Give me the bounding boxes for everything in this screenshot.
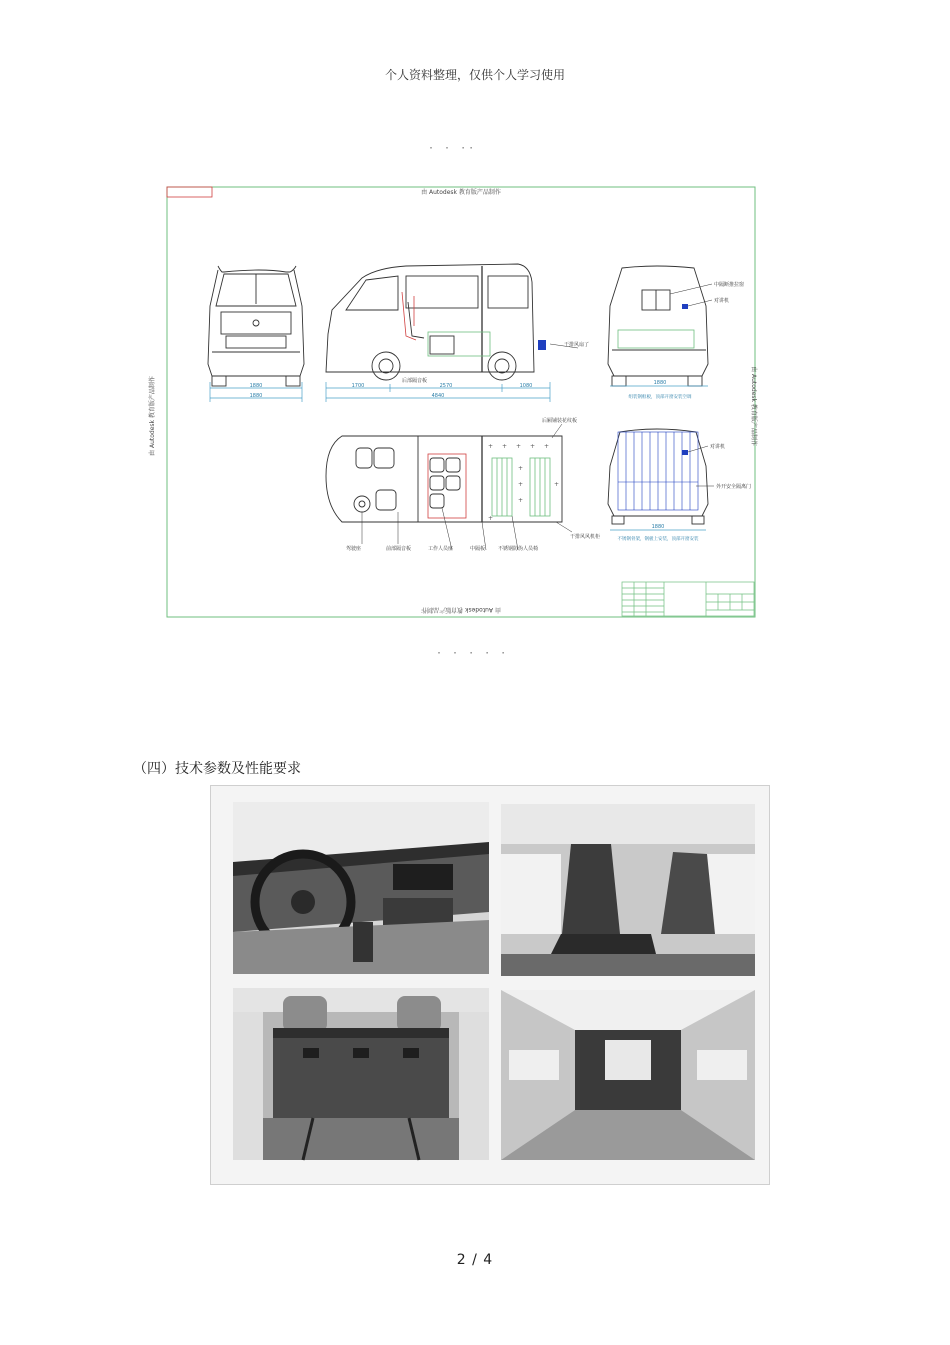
svg-text:+: + bbox=[530, 443, 536, 450]
scan-mark-top: · · ·· bbox=[428, 143, 477, 154]
dim-side-2: 2570 bbox=[439, 383, 453, 389]
label-middle: 中隔板 bbox=[470, 546, 486, 552]
label-intercom-top: 对讲机 bbox=[714, 298, 730, 304]
svg-text:+: + bbox=[518, 465, 524, 472]
side-view bbox=[326, 264, 534, 380]
label-partition: 前部隔音板 bbox=[386, 546, 412, 552]
rear-view bbox=[608, 266, 708, 386]
label-fan-cabinet: 干排风风机柜 bbox=[570, 534, 601, 540]
label-seat: 后部隔音板 bbox=[402, 378, 428, 384]
rear-seats-photo bbox=[233, 988, 489, 1160]
label-bench: 不锈钢防伪人员椅 bbox=[498, 546, 539, 552]
label-intercom-bottom: 对讲机 bbox=[710, 444, 726, 450]
label-safety-door: 外开安全隔离门 bbox=[716, 484, 752, 490]
label-bottom-caption: 不锈钢骨架，钢板上安装，顶部开窗安装 bbox=[617, 537, 699, 542]
svg-text:+: + bbox=[518, 481, 524, 488]
section-title: （四）技术参数及性能要求 bbox=[133, 761, 301, 777]
svg-text:+: + bbox=[544, 443, 550, 450]
label-rear-caption: 组装钢框板，顶部开窗安装空调 bbox=[628, 395, 692, 400]
svg-text:+: + bbox=[488, 443, 494, 450]
dim-plan: 1880 bbox=[651, 524, 665, 530]
svg-text:+: + bbox=[516, 443, 522, 450]
svg-text:+: + bbox=[518, 497, 524, 504]
dim-front-1: 1880 bbox=[249, 383, 263, 389]
watermark-top: 由 Autodesk 教育版产品制作 bbox=[421, 189, 501, 196]
svg-text:+: + bbox=[502, 443, 508, 450]
dim-rear: 1880 bbox=[653, 380, 667, 386]
svg-text:+: + bbox=[554, 481, 560, 488]
dashboard-photo bbox=[233, 802, 489, 974]
dim-side-total: 4840 bbox=[431, 393, 445, 399]
vehicle-cad-drawing bbox=[149, 186, 757, 618]
title-block bbox=[622, 582, 754, 616]
page-header: 个人资料整理，仅供个人学习使用 bbox=[384, 68, 565, 82]
interior-photo-grid bbox=[210, 785, 770, 1185]
front-view bbox=[208, 266, 304, 386]
dim-front-2: 1880 bbox=[249, 393, 263, 399]
label-staff: 工作人员座 bbox=[428, 546, 454, 552]
label-exhaust-fan: 干排风扇了 bbox=[564, 342, 590, 348]
label-rear-window: 中隔断推拉窗 bbox=[714, 282, 745, 288]
page-number: 2 / 4 bbox=[456, 1252, 494, 1268]
label-driver: 驾驶座 bbox=[346, 546, 362, 552]
svg-text:+: + bbox=[488, 515, 494, 522]
plan-view bbox=[326, 436, 562, 522]
label-top-floor: 后厢铺装花纹板 bbox=[542, 418, 578, 424]
watermark-bottom: 由 Autodesk 教育版产品制作 bbox=[421, 606, 501, 613]
watermark-left: 由 Autodesk 教育版产品制作 bbox=[149, 376, 156, 456]
front-seats-photo bbox=[501, 804, 755, 976]
dim-side-1: 1700 bbox=[351, 383, 365, 389]
watermark-right: 由 Autodesk 教育版产品制作 bbox=[750, 366, 757, 446]
cargo-interior-photo bbox=[501, 990, 755, 1160]
scan-mark-bottom: · · · · · bbox=[436, 648, 509, 659]
dim-side-3: 1080 bbox=[519, 383, 533, 389]
